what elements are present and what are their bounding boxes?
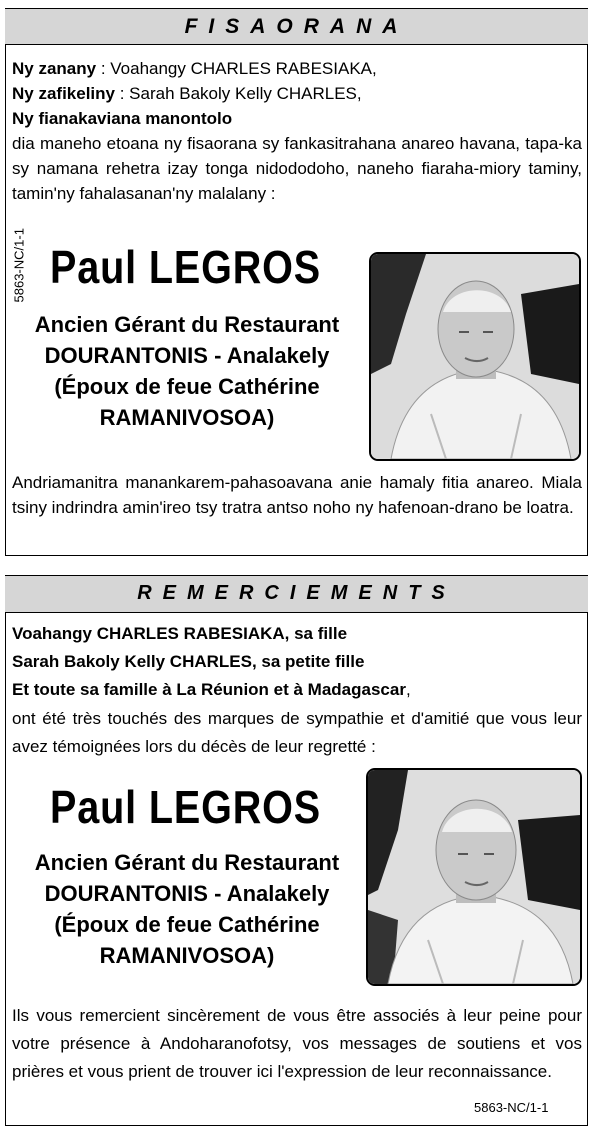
fisaorana-zafikeliny: Ny zafikeliny : Sarah Bakoly Kelly CHARLES, [12,84,362,103]
remerciements-code: 5863-NC/1-1 [474,1100,549,1115]
fisaorana-title: Ancien Gérant du Restaurant DOURANTONIS - Analakely (Époux de feue Cathérine RAMANIVOSOA) [34,312,340,430]
portrait-photo-2 [368,770,580,984]
remerciements-closing: Ils vous remercient sincèrement de vous être associés à leur peine pour votre présence à Andoharanofotsy, vos messages de soutiens et vos prières et vous prient de trouver ici l'expression de leur reconnaissance. [12,1006,582,1081]
remerciements-line3: Et toute sa famille à La Réunion et à Madagascar, [12,680,411,699]
remerciements-line1: Voahangy CHARLES RABESIAKA, sa fille [12,624,348,643]
remerciements-intro: ont été très touchés des marques de sympathie et d'amitié que vous leur avez témoignées lors du décès de leur regretté : [12,709,582,756]
fisaorana-name: Paul LEGROS [50,241,322,293]
remerciements-portrait [366,768,582,986]
portrait-photo-1 [371,254,579,459]
fisaorana-header-text: FISAORANA [184,15,409,38]
fisaorana-fianakaviana: Ny fianakaviana manontolo [12,109,233,128]
remerciements-line2: Sarah Bakoly Kelly CHARLES, sa petite fille [12,652,365,671]
remerciements-header [5,575,588,612]
fisaorana-header [5,8,588,44]
fisaorana-closing: Andriamanitra manankarem-pahasoavana anie hamaly fitia anareo. Miala tsiny indrindra amin'ireo tsy tratra antso noho ny hafenoan-drano be loatra. [12,473,582,517]
remerciements-header-text: REMERCIEMENTS [137,582,456,604]
fisaorana-portrait [369,252,581,461]
fisaorana-intro: dia maneho etoana ny fisaorana sy fankasitrahana anareo havana, tapa-ka sy namana rehetra izay tonga nidododoho, naneho fiaraha-miory taminy, tamin'ny fahalasanan'ny malalany : [12,134,582,203]
remerciements-name: Paul LEGROS [50,781,322,833]
fisaorana-side-code: 5863-NC/1-1 [11,228,27,303]
fisaorana-zanany: Ny zanany : Voahangy CHARLES RABESIAKA, [12,59,377,78]
remerciements-title: Ancien Gérant du Restaurant DOURANTONIS - Analakely (Époux de feue Cathérine RAMANIVOSOA) [34,850,340,968]
